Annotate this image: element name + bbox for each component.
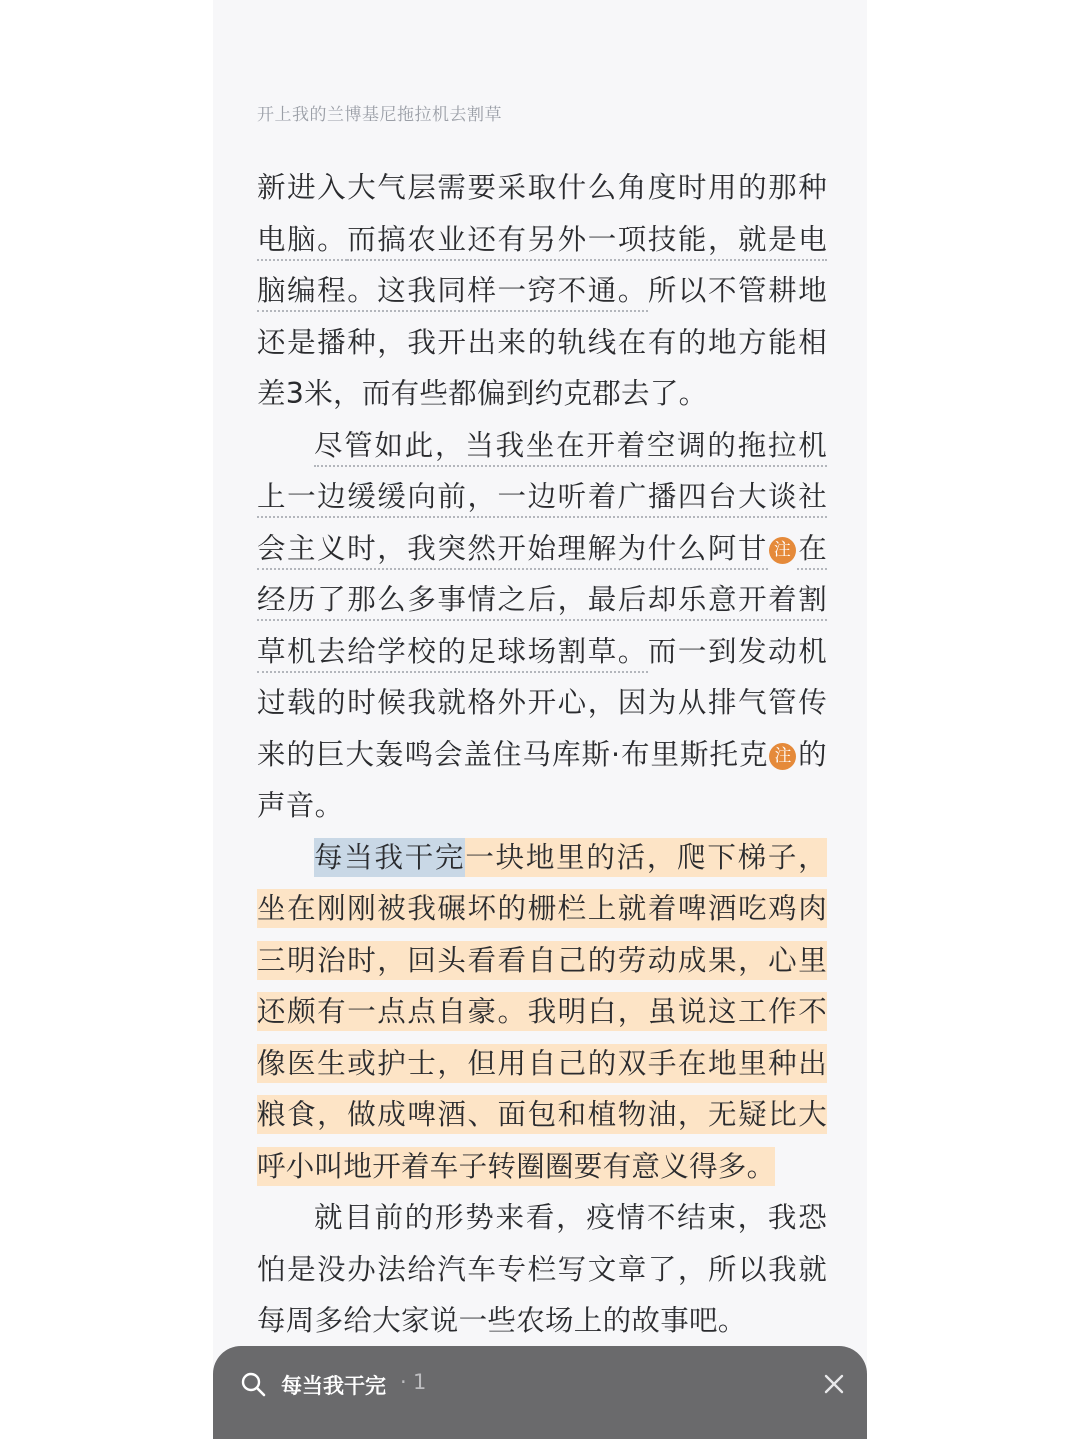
search-match[interactable]: 每当我干完 [314, 838, 465, 877]
search-query[interactable]: 每当我干完 [281, 1374, 386, 1398]
underlined-sentence[interactable]: 尽管如此，当我坐在开着空调的拖拉机上一边缓缓向前，一边听着广播四台大谈社会主义时，我突然开始理解为什么阿甘 [257, 429, 827, 570]
highlighted-passage[interactable]: 一块地里的活，爬下梯子，坐在刚刚被我碾坏的栅栏上就着啤酒吃鸡肉三明治时，回头看看自己的劳动成果，心里还颇有一点点自豪。我明白，虽说这工作不像医生或护士，但用自己的双手在地里种出粮食，做成啤酒、面包和植物油，无疑比大呼小叫地开着车子转圈圈要有意义得多。 [257, 838, 827, 1186]
underlined-sentence[interactable]: 电脑。 [257, 223, 347, 261]
chapter-content[interactable] [257, 162, 827, 1347]
paragraph-4: 就目前的形势来看，疫情不结束，我恐怕是没办法给汽车专栏写文章了，所以我就每周多给大家说一些农场上的故事吧。 [257, 1201, 827, 1337]
search-result-bar[interactable] [213, 1346, 867, 1439]
paragraph-3 [257, 832, 827, 1193]
reader-page[interactable] [213, 0, 867, 1439]
paragraph-1 [257, 162, 827, 420]
footnote-icon[interactable]: 注 [769, 743, 796, 770]
search-result-count: 1 [413, 1370, 427, 1394]
book-title: 开上我的兰博基尼拖拉机去割草 [257, 105, 502, 125]
search-icon[interactable] [240, 1371, 266, 1397]
underlined-sentence[interactable]: 在经历了那么多事情之后，最后却乐意开着割草机去给学校的足球场割草。 [257, 532, 827, 673]
search-separator: · [400, 1370, 407, 1394]
paragraph-1-line-1: 新进入大气层需要采取什么角度时用的那种 [257, 171, 827, 204]
footnote-icon[interactable]: 注 [769, 537, 796, 564]
paragraph-2 [257, 420, 827, 832]
paragraph-2-end: 的声音。 [257, 737, 827, 822]
paragraph-1-rest: 所以不管耕地还是播种，我开出来的轨线在有的地方能相差3米，而有些都偏到约克郡去了。 [257, 274, 827, 410]
paragraph-2-text: 而一到发动机过载的时候我就格外开心，因为从排气管传来的巨大轰鸣会盖住马库斯·布里斯托克 [257, 634, 827, 771]
close-icon[interactable] [823, 1373, 845, 1395]
underlined-sentence[interactable]: 而搞农业还有另外一项技能，就是电脑编程。这我同样一窍不通。 [257, 223, 827, 313]
